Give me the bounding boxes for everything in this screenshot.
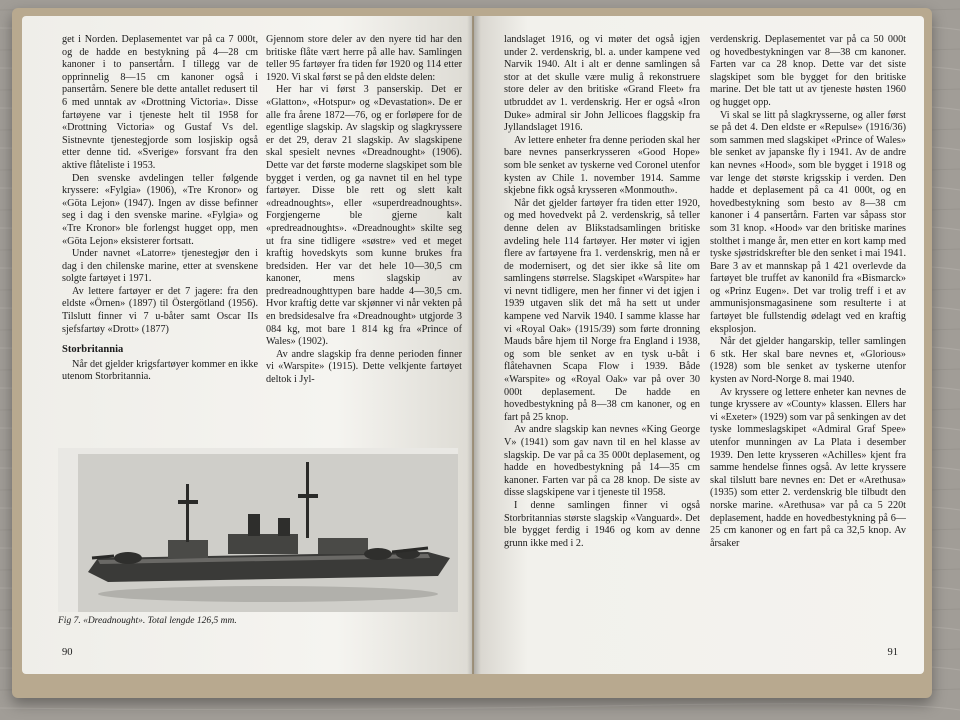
paragraph: Av andre slagskip fra denne perioden finner vi «Warspite» (1915). Dette velkjente fartøyet deltok i Jyl- (266, 348, 462, 386)
section-heading: Storbritannia (62, 344, 124, 356)
paragraph: get i Norden. Deplasementet var på ca 7 000t, og de hadde en bestykning på 4—28 cm kanoner i to pansertårn. I tillegg var de opprinnelig 8—15 cm kanoner også i pansertårn. Senere ble dette antallet redusert til 6 med unntak av «Drottning Victoria». Disse fartøyene var i tjeneste helt til 1958 for «Drottning Victoria» og Gustaf Vs del. Sistnevnte tjenestegjorde som losjiskip også etter denne tid. «Sverige» forsvant fra den aktive flåteliste i 1953. (62, 34, 258, 171)
page-number: 90 (62, 647, 73, 658)
ship-model-photo (58, 448, 458, 612)
left-column-2 (266, 34, 462, 387)
dreadnought-model-image (78, 454, 458, 612)
paragraph: Når det gjelder krigsfartøyer kommer en ikke utenom Storbritannia. (62, 358, 258, 383)
right-column-1 (504, 34, 700, 550)
paragraph: landslaget 1916, og vi møter det også igjen under 2. verdenskrig, bl. a. under kampene ved Narvik 1940. Alt i alt er denne samlingen så stor at det skulle være mulig å rekonstruere store deler av den britiske «Grand Fleet» fra utbruddet av 1. verdenskrig. Her er også «Iron Duke» admiral sir John Jellicoes flaggskip fra Jyllandslaget 1916. (504, 34, 700, 134)
figure-caption: Fig 7. «Dreadnought». Total lengde 126,5 mm. (58, 616, 237, 626)
book-spine (467, 16, 481, 674)
paragraph: Vi skal se litt på slagkrysserne, og aller først se på det 4. Den eldste er «Repulse» (1916/36) som sammen med slagskipet «Prince of Wales» ble senket av japanske fly i 1941. Av de andre kan nevnes «Hood», som ble bygget i 1918 og var lenge det største krigsskip i verden. Den hadde et deplasement på ca 41 000t, og en hovedbestykning som besto av 8—38 cm kanoner i 4 pansertårn. Farten var såpass stor som 31 knop. «Hood» var den britiske marines stolthet i mange år, men etter en kort kamp med tyske sjøstridskrefter ble den senket i mai 1941. Bare 3 av et mannskap på 1 421 overlevde da fartøyet ble truffet av kanonild fra «Bismarck» og «Prinz Eugen». Det var trolig treff i et av ammunisjonsmagasinene som resulterte i at fartøyet ble fullstendig ødelagt ved en kraftig eksplosjon. (710, 109, 906, 335)
open-book (12, 8, 932, 698)
paragraph: Når det gjelder fartøyer fra tiden etter 1920, og med hovedvekt på 2. verdenskrig, så teller denne delen av Blikstadsamlingen britiske avdeling hele 114 fartøyer. Her møter vi igjen flere av fartøyene fra 1. verdenskrig, men nå er de modernisert, og det sier ikke så lite om samlingens størrelse. Slagskipet «Warspite» har vi nevnt tidligere, men her finner vi det igjen i 1939 utgaven slik det må ha sett ut under kampene ved Narvik 1940. I samme klasse har vi «Royal Oak» (1915/39) som førte dronning Mauds båre hjem til Norge fra England i 1938, og som ble senket av en tysk u-båt i flåtehavnen Scapa Flow i 1939. Både «Warspite» og «Royal Oak» var på over 30 000t deplasement. De hadde en hovedbestykning på 8—38 cm kanoner, og en fart på 25 knop. (504, 197, 700, 423)
paragraph: Av andre slagskip kan nevnes «King George V» (1941) som gav navn til en hel klasse av slagskip. De var på ca 35 000t deplasement, og hadde en hovedbestykning på 14—35 cm kanoner. Farten var på ca 28 knop. De siste av disse slagskipene var i tjeneste til 1958. (504, 424, 700, 499)
page-number: 91 (887, 647, 898, 658)
paragraph: Her har vi først 3 panserskip. Det er «Glatton», «Hotspur» og «Devastation». De er alle fra årene 1872—76, og er forløpere for de egentlige slagskip. Av slagskip og slagkryssere er det 29, derav 21 slagskip. Av slagskipene skal spesielt nevnes «Dreadnought» (1906). Dette var det første moderne slagskipet som ble bygget i verden, og ga navnet til en hel type fartøyer. Disse ble rett og slett kalt «dreadnoughts», eller «superdreadnoughts». Forgjengerne ble gjerne kalt «predreadnoughts». «Dreadnought» skilte seg ut fra sine tidligere «søstre» ved et meget kraftig hovedskyts som kunne brukes fra bredsiden. Her var det hele 10—30,5 cm kanoner, mens slagskip av predreadnoughttypen bare hadde 4—30,5 cm. Hvor kraftig dette var skjønner vi når vekten på en bredsidesalve fra «Dreadnought» utgjorde 3 084 kg, mot bare 1 814 kg fra «Prince of Wales» (1902). (266, 84, 462, 348)
paragraph: Når det gjelder hangarskip, teller samlingen 6 stk. Her skal bare nevnes et, «Glorious» (1928) som ble senket av tyskerne utenfor kysten av Nord-Norge 8. mai 1940. (710, 336, 906, 386)
right-column-2 (710, 34, 906, 644)
paragraph: Under navnet «Latorre» tjenestegjør den i dag i den chilenske marine, etter at svenskene solgte fartøyet i 1971. (62, 248, 258, 285)
left-page (22, 16, 472, 674)
paragraph: Av lettere enheter fra denne perioden skal her bare nevnes panserkrysseren «Good Hope» som ble senket av tyskerne ved Coronel utenfor kysten av Chile 1. november 1914. Samme skjebne fikk også krysseren «Monmouth». (504, 134, 700, 197)
left-column-1 (62, 34, 258, 384)
paragraph: Av kryssere og lettere enheter kan nevnes de tunge kryssere av «County» klassen. Ellers har vi «Exeter» (1929) som var på senkingen av det tyske lommeslagskipet «Admiral Graf Spee» utenfor munningen av La Plata i desember 1939. Den lette krysseren «Achilles» kjent fra samme hendelse finnes også. Av lette kryssere skal tilslutt bare nevnes en: Det er «Arethusa» (1935) som etter 2. verdenskrig ble tilbudt den norske marine. «Arethusa» var på ca 5 220t deplasement, hadde en hovedbestykning på 6—25 cm kanoner og en fart på ca 32,5 knop. Av årsaker (710, 386, 906, 549)
paragraph: I denne samlingen finner vi også Storbritannias største slagskip «Vanguard». Det ble bygget ferdig i 1946 og kom av denne grunn ikke med i 2. (504, 499, 700, 549)
paragraph: verdenskrig. Deplasementet var på ca 50 000t og hovedbestykningen var 8—38 cm kanoner. Farten var ca 28 knop. Dette var det siste slagskipet som ble bygget for den britiske marine. Det ble tatt ut av tjeneste høsten 1960 og hugget opp. (710, 34, 906, 108)
paragraph: Den svenske avdelingen teller følgende kryssere: «Fylgia» (1906), «Tre Kronor» og «Göta Lejon» (1947). Ingen av disse befinner seg i dag i den svenske marine. «Fylgia» og «Tre Kronor» ble forlengst hugget opp, men «Göta Lejon» eksisterer fortsatt. (62, 172, 258, 247)
paragraph: Av lettere fartøyer er det 7 jagere: fra den eldste «Örnen» (1897) til Östergötland (1956). Tilslutt finner vi 7 u-båter samt Oscar IIs sjefsfartøy «Drott» (1877) (62, 285, 258, 335)
right-page (474, 16, 924, 674)
paragraph: Gjennom store deler av den nyere tid har den britiske flåte vært herre på alle hav. Samlingen teller 95 fartøyer fra tiden før 1920 og 114 etter 1920. Vi skal først se på den eldste delen: (266, 34, 462, 83)
